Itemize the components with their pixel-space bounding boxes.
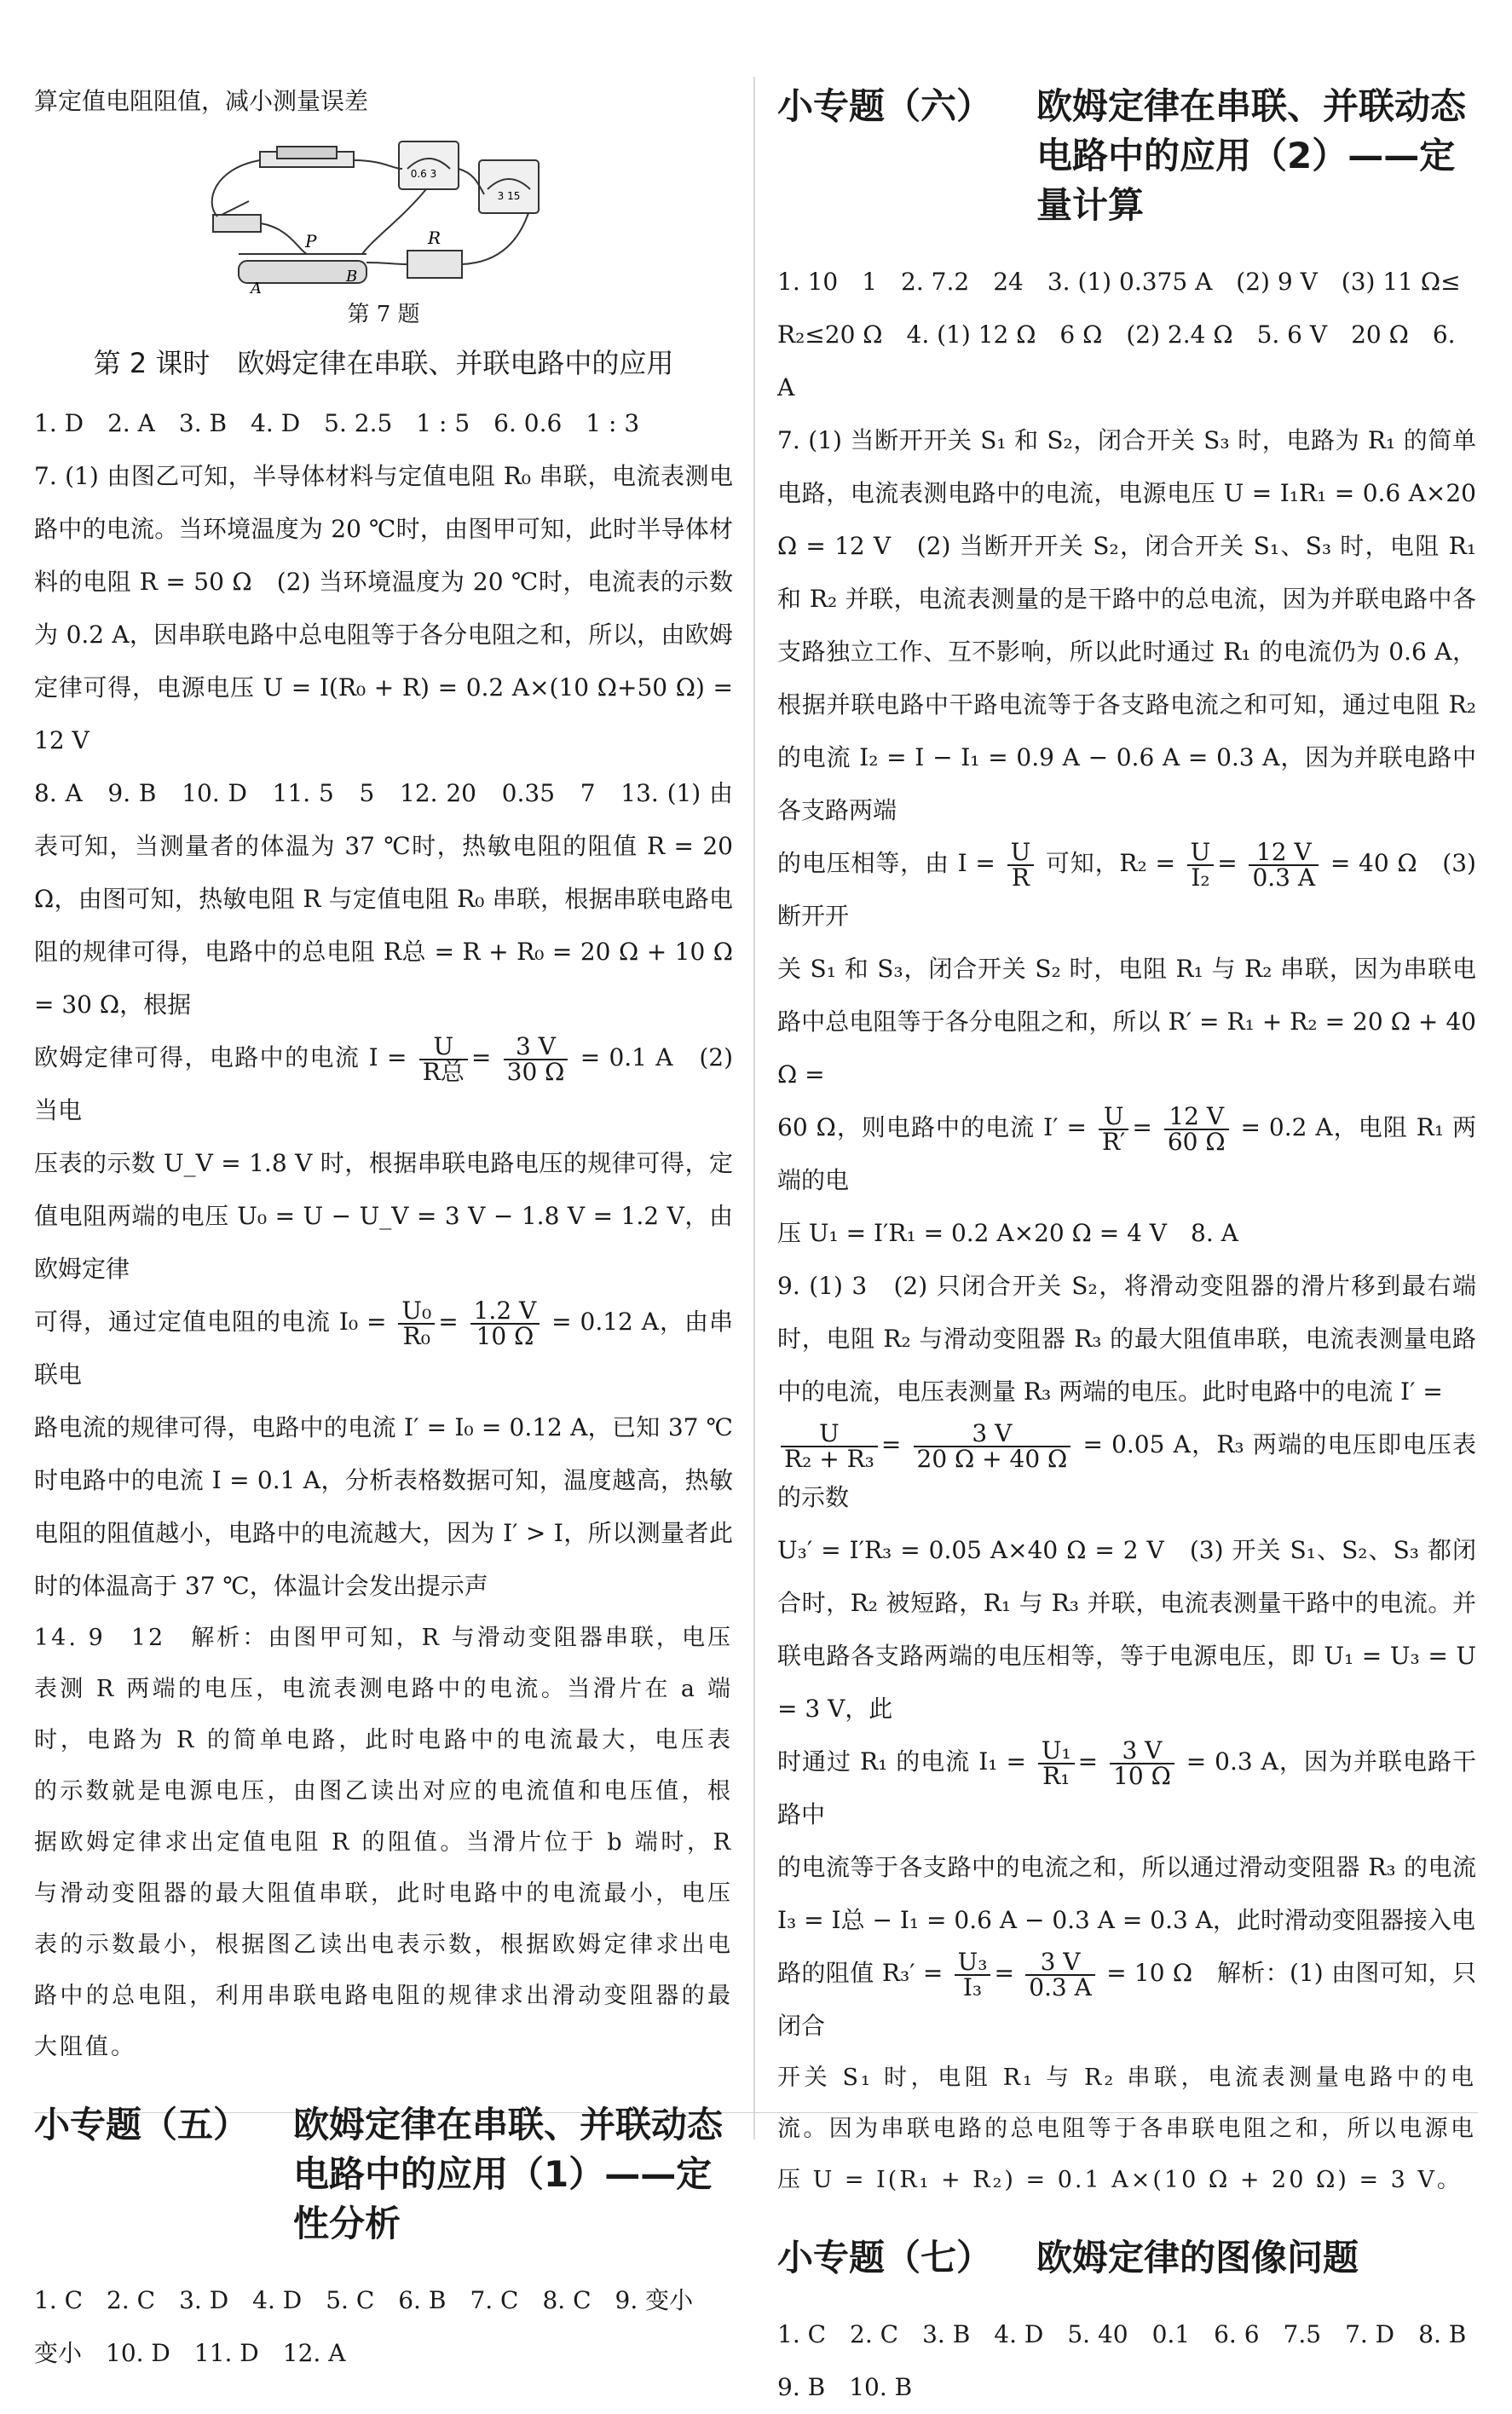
text: = 0.05 A，R₃ 两端的电压即电压表的示数	[777, 1430, 1476, 1511]
answers-8-13a: 8. A 9. B 10. D 11. 5 5 12. 20 0.35 7 13. (1) 由表可知，当测量者的体温为 37 ℃时，热敏电阻的阻值 R = 20 Ω，由图可知，热敏电阻 R 与定值电阻 R₀ 串联，根据串联电路电阻的规律可得，电路中的总电阻 R总 = R + R₀ = 20 Ω + 10 Ω = 30 Ω，根据	[34, 779, 733, 1019]
fraction	[1249, 837, 1319, 892]
numerator: U₃	[955, 1950, 991, 1976]
numerator: 3 V	[1025, 1950, 1095, 1976]
topic-7-title: 欧姆定律的图像问题	[1036, 2237, 1359, 2278]
denominator: 20 Ω + 40 Ω	[916, 1444, 1068, 1473]
wire-7	[362, 189, 426, 254]
fraction	[504, 1031, 568, 1086]
topic6-answer-9: 9. (1) 3 (2) 只闭合开关 S₂，将滑动变阻器的滑片移到最右端时，电阻 R₂ 与滑动变阻器 R₃ 的最大阻值串联，电流表测量电路中的电流，电压表测量 R₃ 两端的电压。此时电路中的电流 I′ =	[777, 1272, 1476, 1406]
slider-label: P	[305, 231, 317, 251]
figure-caption: 第 7 题	[347, 302, 420, 327]
numerator: U	[1187, 840, 1215, 866]
topic-6-title: 欧姆定律在串联、并联动态电路中的应用（2）——定量计算	[1036, 85, 1467, 226]
left-column	[34, 0, 733, 2380]
terminal-b-label: B	[346, 268, 358, 286]
voltmeter-scale-label: 3 15	[497, 190, 521, 202]
topic-6-answers-1-6: 1. 10 1 2. 7.2 24 3. (1) 0.375 A (2) 9 V (3) 11 Ω≤ R₂≤20 Ω 4. (1) 12 Ω 6 Ω (2) 2.4 Ω 5. 6 V 20 Ω 6. A	[777, 268, 1461, 401]
right-column	[777, 0, 1491, 2414]
numerator: 1.2 V	[470, 1299, 540, 1325]
text: 60 Ω，则电路中的电流 I′ =	[777, 1113, 1087, 1141]
topic-7-heading	[777, 2233, 1476, 2283]
numerator: U	[781, 1422, 878, 1447]
denominator: 30 Ω	[506, 1057, 565, 1086]
denominator: R₁	[1042, 1761, 1071, 1790]
fraction	[1007, 837, 1035, 892]
numerator: 3 V	[504, 1035, 568, 1060]
answer-13-voltage: 压表的示数 U_V = 1.8 V 时，根据串联电路电压的规律可得，定值电阻两端的电压 U₀ = U − U_V = 3 V − 1.8 V = 1.2 V，由欧姆定律	[34, 1149, 733, 1283]
topic-6-heading	[777, 82, 1476, 230]
answer-7: 7. (1) 由图乙可知，半导体材料与定值电阻 R₀ 串联，电流表测电路中的电流。当环境温度为 20 ℃时，由图甲可知，此时半导体材料的电阻 R = 50 Ω (2) 当环境温度为 20 ℃时，电流表的示数为 0.2 A，因串联电路中总电阻等于各分电阻之和，所以，由欧姆定律可得，电源电压 U = I(R₀ + R) = 0.2 A×(10 Ω+50 Ω) = 12 V	[34, 462, 733, 754]
denominator: R₂ + R₃	[784, 1444, 874, 1473]
denominator: R′	[1101, 1127, 1126, 1156]
text: = 0.3 A，因为并联电路干路中	[777, 1747, 1477, 1828]
answer-13-i0: 可得，通过定值电阻的电流 I₀ = $\frac{\text{U₀}}{\text{R₀}}$ = $\frac{1.2 V}{10 \Omega}$ = 0.12 A，由串联电	[34, 1296, 733, 1389]
text: 可得，通过定值电阻的电流 I₀ =	[34, 1308, 387, 1336]
battery-cell	[277, 147, 337, 159]
text: = 10 Ω 解析：(1) 由图可知，只闭合	[777, 1959, 1476, 2040]
topic-5-heading	[34, 2100, 733, 2249]
wire-5	[366, 263, 407, 264]
fraction	[470, 1296, 540, 1350]
ammeter-body	[399, 141, 459, 189]
topic-5-label: 小专题（五）	[34, 2104, 250, 2145]
denominator: R₀	[402, 1321, 430, 1350]
fraction	[1099, 1101, 1128, 1156]
wire-2	[354, 160, 402, 169]
topic-6-label: 小专题（六）	[777, 85, 993, 127]
denominator: R总	[422, 1057, 465, 1086]
topic6-answer-9-part3: U₃′ = I′R₃ = 0.05 A×40 Ω = 2 V (3) 开关 S₁、S₂、S₃ 都闭合时，R₂ 被短路，R₁ 与 R₃ 并联，电流表测量干路中的电流。并联电路各支路两端的电压相等，等于电源电压，即 U₁ = U₃ = U = 3 V，此	[777, 1536, 1476, 1723]
fraction	[914, 1418, 1071, 1473]
topic6-answer-9-analysis: 开关 S₁ 时，电阻 R₁ 与 R₂ 串联，电流表测量电路中的电流。因为串联电路的总电阻等于各串联电阻之和，所以电源电压 U = I(R₁ + R₂) = 0.1 A×(10 Ω + 20 Ω) = 3 V。	[777, 2065, 1476, 2193]
topic-5-title: 欧姆定律在串联、并联动态电路中的应用（1）——定性分析	[293, 2104, 724, 2244]
denominator: 0.3 A	[1029, 1972, 1092, 2001]
text: 路的阻值 R₃′ =	[777, 1959, 944, 1987]
text: = 0.12 A，由串联电	[34, 1308, 733, 1389]
topic6-answer-7-series: 关 S₁ 和 S₃，闭合开关 S₂ 时，电阻 R₁ 与 R₂ 串联，因为串联电路中总电阻等于各分电阻之和，所以 R′ = R₁ + R₂ = 20 Ω + 40 Ω =	[777, 955, 1476, 1089]
text: 时通过 R₁ 的电流 I₁ =	[777, 1747, 1026, 1776]
fraction	[1038, 1735, 1075, 1790]
denominator: R	[1011, 863, 1030, 892]
fraction	[1187, 837, 1215, 892]
fraction	[1164, 1101, 1229, 1156]
numerator: 12 V	[1249, 840, 1319, 866]
topic6-answer-9-current: $\frac{U}{\text{R₂ + R₃}}$ = $\frac{3 V}{20 \Omega + 40 \Omega}$ = 0.05 A，R₃ 两端的电压即电压表的示数	[777, 1418, 1476, 1511]
wire-4	[261, 223, 307, 254]
fraction	[398, 1296, 435, 1350]
fraction	[1025, 1947, 1095, 2001]
numerator: U	[1099, 1105, 1128, 1130]
topic6-answer-7-r2: 的电压相等，由 I = $\frac{U}{R}$ 可知，R₂ = $\frac{U}{\text{I₂}}$ = $\frac{12 V}{0.3 A}$ = 40 Ω (3) 断开开	[777, 837, 1476, 930]
topic6-answer-7-end: 压 U₁ = I′R₁ = 0.2 A×20 Ω = 4 V 8. A	[777, 1219, 1238, 1247]
fraction	[419, 1031, 468, 1086]
terminal-a-label: A	[251, 280, 262, 297]
text: 欧姆定律可得，电路中的电流 I =	[34, 1043, 407, 1071]
denominator: I₃	[962, 1972, 983, 2001]
fraction	[1110, 1735, 1174, 1790]
switch-base	[213, 215, 261, 232]
denominator: 0.3 A	[1252, 863, 1316, 892]
denominator: I₂	[1191, 863, 1210, 892]
text: = 40 Ω (3) 断开开	[777, 849, 1476, 930]
topic-5-answers: 1. C 2. C 3. D 4. D 5. C 6. B 7. C 8. C 9. 变小 变小 10. D 11. D 12. A	[34, 2286, 718, 2367]
voltmeter-body	[479, 160, 539, 213]
numerator: U	[1007, 840, 1035, 866]
numerator: U₁	[1038, 1739, 1075, 1764]
denominator: 60 Ω	[1167, 1127, 1226, 1156]
topic6-answer-9-r3: 路的阻值 R₃′ = $\frac{\text{U₃}}{\text{I₃}}$ = $\frac{3 V}{0.3 A}$ = 10 Ω 解析：(1) 由图可知，只闭合	[777, 1947, 1476, 2040]
numerator: 3 V	[914, 1422, 1071, 1447]
topic-7-label: 小专题（七）	[777, 2237, 993, 2278]
intro-line: 算定值电阻阻值，减小测量误差	[34, 87, 369, 115]
numerator: 12 V	[1164, 1105, 1229, 1130]
topic6-answer-9-i3: 的电流等于各支路中的电流之和，所以通过滑动变阻器 R₃ 的电流 I₃ = I总 − I₁ = 0.6 A − 0.3 A = 0.3 A，此时滑动变阻器接入电	[777, 1853, 1476, 1934]
text: = 0.2 A，电阻 R₁ 两端的电	[777, 1113, 1476, 1194]
ammeter-scale-label: 0.6 3	[410, 168, 437, 180]
denominator: 10 Ω	[1113, 1761, 1171, 1790]
circuit-diagram	[179, 135, 588, 297]
topic6-answer-7-current: 60 Ω，则电路中的电流 I′ = $\frac{U}{R'}$ = $\frac{12 V}{60 \Omega}$ = 0.2 A，电阻 R₁ 两端的电	[777, 1101, 1476, 1194]
answer-14: 14. 9 12 解析：由图甲可知，R 与滑动变阻器串联，电压表测 R 两端的电压，电流表测电路中的电流。当滑片在 a 端时，电路为 R 的简单电路，此时电路中的电流最大，电压表的示数就是电源电压，由图乙读出对应的电流值和电压值，根据欧姆定律求出定值电阻 R 的阻值。当滑片位于 b 端时，R 与滑动变阻器的最大阻值串联，此时电路中的电流最小，电压表的示数最小，根据图乙读出电表示数，根据欧姆定律求出电路中的总电阻，利用串联电路电阻的规律求出滑动变阻器的最大阻值。	[34, 1625, 733, 2060]
wire-6	[462, 213, 528, 264]
answer-13-current: 欧姆定律可得，电路中的电流 I = $\frac{U}{\text{R总}}$ = $\frac{3 V}{30 \Omega}$ = 0.1 A (2) 当电	[34, 1031, 733, 1124]
numerator: 3 V	[1110, 1739, 1174, 1764]
denominator: 10 Ω	[476, 1321, 534, 1350]
text: = 0.1 A (2) 当电	[34, 1043, 733, 1124]
resistor-label: R	[428, 228, 441, 248]
topic-7-answers: 1. C 2. C 3. B 4. D 5. 40 0.1 6. 6 7.5 7. D 8. B 9. B 10. B	[777, 2320, 1491, 2401]
lesson2-answers-1-6: 1. D 2. A 3. B 4. D 5. 2.5 1 : 5 6. 0.6 1 : 3	[34, 409, 640, 437]
numerator: U	[419, 1035, 468, 1060]
switch-lever	[222, 201, 249, 215]
topic6-answer-7: 7. (1) 当断开开关 S₁ 和 S₂，闭合开关 S₃ 时，电路为 R₁ 的简单电路，电流表测电路中的电流，电源电压 U = I₁R₁ = 0.6 A×20 Ω = 12 V (2) 当断开开关 S₂，闭合开关 S₁、S₃ 时，电阻 R₁ 和 R₂ 并联，电流表测量的是干路中的总电流，因为并联电路中各支路独立工作、互不影响，所以此时通过 R₁ 的电流仍为 0.6 A，根据并联电路中干路电流等于各支路电流之和可知，通过电阻 R₂ 的电流 I₂ = I − I₁ = 0.9 A − 0.6 A = 0.3 A，因为并联电路中各支路两端	[777, 426, 1476, 824]
fraction	[955, 1947, 991, 2001]
text: 可知，R₂ =	[1045, 849, 1175, 877]
fraction	[781, 1418, 878, 1473]
column-divider	[753, 77, 755, 2140]
topic6-answer-9-i1: 时通过 R₁ 的电流 I₁ = $\frac{\text{U₁}}{\text{R₁}}$ = $\frac{3 V}{10 \Omega}$ = 0.3 A，因为并联电路干路中	[777, 1735, 1477, 1828]
lesson-2-title: 第 2 课时 欧姆定律在串联、并联电路中的应用	[93, 347, 674, 379]
answer-13-conclusion: 路电流的规律可得，电路中的电流 I′ = I₀ = 0.12 A，已知 37 ℃时电路中的电流 I = 0.1 A，分析表格数据可知，温度越高，热敏电阻的阻值越小，电路中的电流越大，因为 I′ > I，所以测量者此时的体温高于 37 ℃，体温计会发出提示声	[34, 1413, 733, 1600]
circuit-figure	[34, 135, 733, 329]
numerator: U₀	[398, 1299, 435, 1325]
text: 的电压相等，由 I =	[777, 849, 995, 877]
resistor-body	[407, 251, 462, 278]
